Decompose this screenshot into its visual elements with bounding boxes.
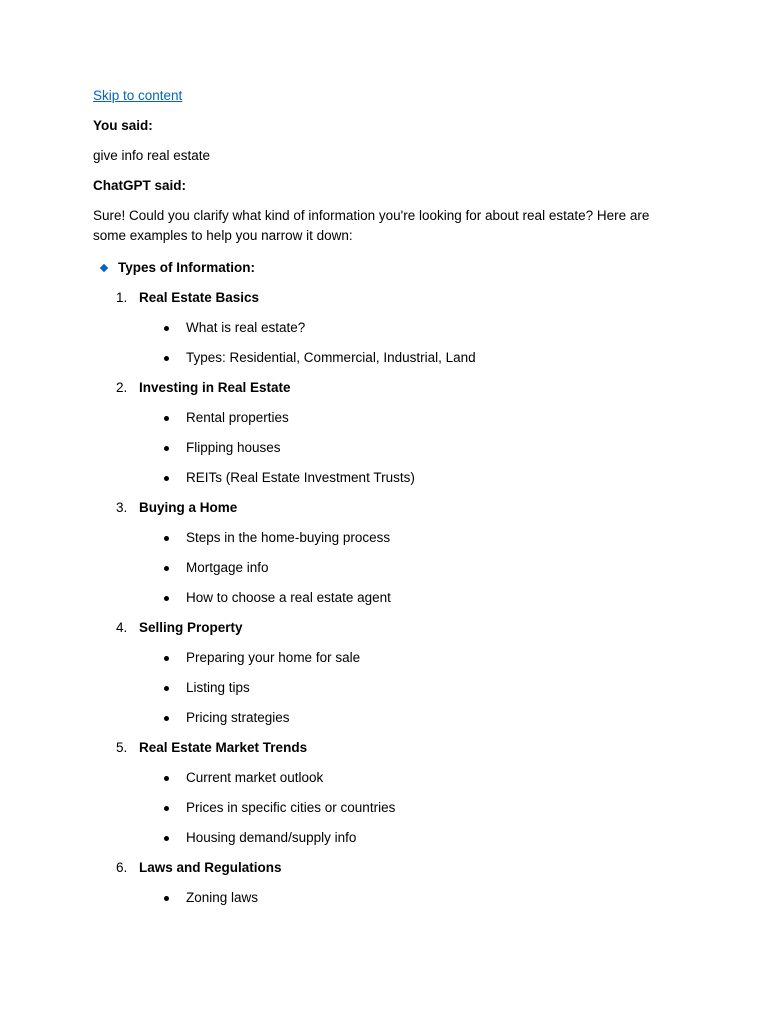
bullet-text: Rental properties bbox=[186, 410, 289, 425]
bullet-dot-icon bbox=[164, 716, 169, 721]
bullet-text: How to choose a real estate agent bbox=[186, 590, 391, 605]
sections-list bbox=[93, 288, 673, 908]
bullet-item bbox=[93, 318, 673, 338]
bullet-item bbox=[93, 588, 673, 608]
user-message: give info real estate bbox=[93, 148, 211, 163]
bullet-dot-icon bbox=[164, 356, 169, 361]
skip-to-content-row bbox=[93, 86, 673, 106]
section-title: Selling Property bbox=[139, 620, 243, 635]
section-title: Investing in Real Estate bbox=[139, 380, 291, 395]
section-title: Buying a Home bbox=[139, 500, 238, 515]
bullet-dot-icon bbox=[164, 656, 169, 661]
bullet-text: Housing demand/supply info bbox=[186, 830, 357, 845]
bullet-item bbox=[93, 768, 673, 788]
section-item bbox=[93, 738, 673, 758]
document-page bbox=[93, 86, 673, 918]
user-label: You said: bbox=[93, 118, 153, 133]
section-number: 1. bbox=[116, 290, 128, 305]
types-heading: Types of Information: bbox=[118, 260, 255, 275]
diamond-bullet-icon bbox=[100, 264, 108, 272]
skip-to-content-link[interactable]: Skip to content bbox=[93, 88, 183, 103]
bullet-item bbox=[93, 408, 673, 428]
section-item bbox=[93, 288, 673, 308]
section-item bbox=[93, 618, 673, 638]
bullet-text: Zoning laws bbox=[186, 890, 259, 905]
bullet-item bbox=[93, 708, 673, 728]
section-number: 4. bbox=[116, 620, 128, 635]
bullet-item bbox=[93, 798, 673, 818]
bullet-text: Types: Residential, Commercial, Industrial, Land bbox=[186, 350, 476, 365]
bullet-dot-icon bbox=[164, 806, 169, 811]
bullet-dot-icon bbox=[164, 446, 169, 451]
bullet-text: Listing tips bbox=[186, 680, 250, 695]
section-item bbox=[93, 858, 673, 878]
bullet-dot-icon bbox=[164, 536, 169, 541]
bullet-text: Preparing your home for sale bbox=[186, 650, 361, 665]
bullet-item bbox=[93, 678, 673, 698]
bullet-dot-icon bbox=[164, 776, 169, 781]
bullet-item bbox=[93, 828, 673, 848]
section-number: 2. bbox=[116, 380, 128, 395]
bullet-text: What is real estate? bbox=[186, 320, 306, 335]
section-title: Real Estate Market Trends bbox=[139, 740, 308, 755]
bullet-item bbox=[93, 528, 673, 548]
bullet-item bbox=[93, 468, 673, 488]
bullet-text: Flipping houses bbox=[186, 440, 281, 455]
bullet-text: Steps in the home-buying process bbox=[186, 530, 391, 545]
bullet-text: Pricing strategies bbox=[186, 710, 290, 725]
section-number: 3. bbox=[116, 500, 128, 515]
bullet-dot-icon bbox=[164, 476, 169, 481]
section-title: Laws and Regulations bbox=[139, 860, 282, 875]
bullet-dot-icon bbox=[164, 836, 169, 841]
assistant-intro: Sure! Could you clarify what kind of information you're looking for about real estate? Here are some examples to help you narrow it down: bbox=[93, 208, 650, 243]
bullet-item bbox=[93, 348, 673, 368]
bullet-item bbox=[93, 438, 673, 458]
assistant-label: ChatGPT said: bbox=[93, 178, 187, 193]
section-number: 5. bbox=[116, 740, 128, 755]
section-item bbox=[93, 498, 673, 518]
bullet-dot-icon bbox=[164, 686, 169, 691]
section-title: Real Estate Basics bbox=[139, 290, 260, 305]
section-item bbox=[93, 378, 673, 398]
section-number: 6. bbox=[116, 860, 128, 875]
bullet-dot-icon bbox=[164, 566, 169, 571]
bullet-dot-icon bbox=[164, 596, 169, 601]
bullet-text: Mortgage info bbox=[186, 560, 269, 575]
bullet-text: Current market outlook bbox=[186, 770, 324, 785]
bullet-item bbox=[93, 558, 673, 578]
bullet-dot-icon bbox=[164, 326, 169, 331]
types-heading-item bbox=[93, 258, 673, 278]
bullet-dot-icon bbox=[164, 896, 169, 901]
bullet-text: Prices in specific cities or countries bbox=[186, 800, 396, 815]
bullet-dot-icon bbox=[164, 416, 169, 421]
bullet-item bbox=[93, 888, 673, 908]
bullet-item bbox=[93, 648, 673, 668]
bullet-text: REITs (Real Estate Investment Trusts) bbox=[186, 470, 415, 485]
